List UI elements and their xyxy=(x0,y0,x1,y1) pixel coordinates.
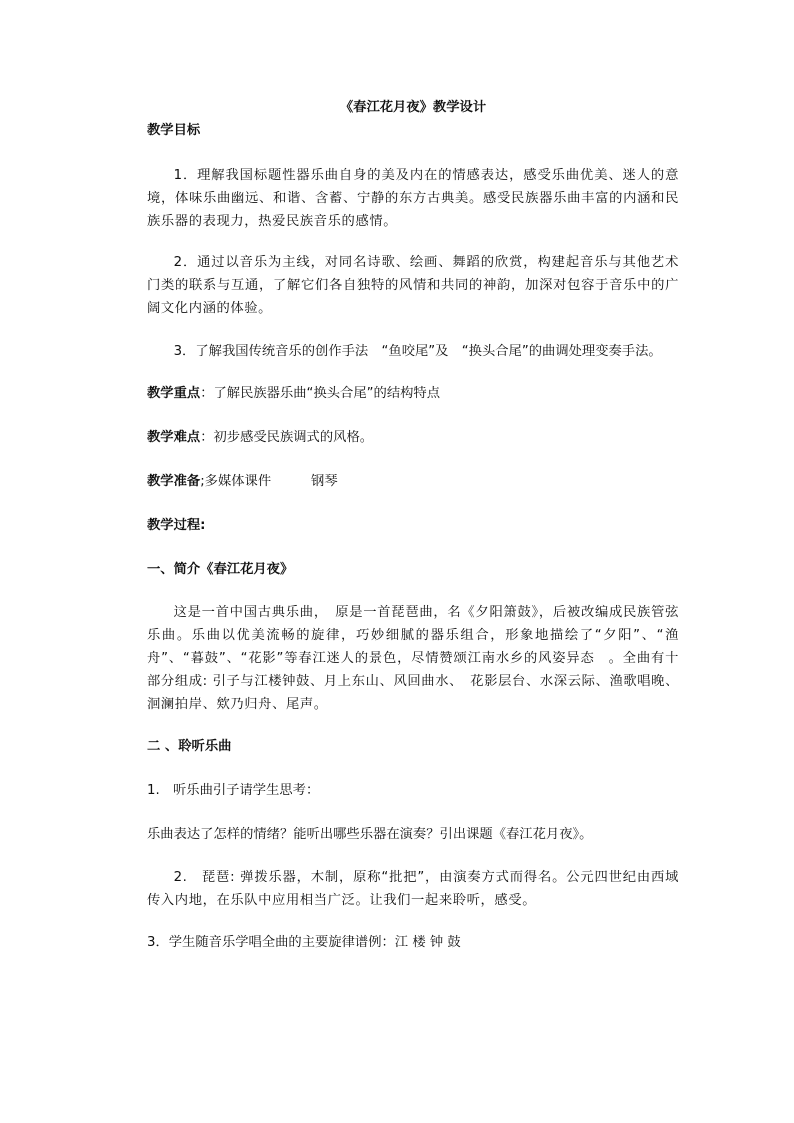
listening-item-1-question: 乐曲表达了怎样的情绪？能听出哪些乐器在演奏？引出课题《春江花月夜》。 xyxy=(147,827,593,842)
document-title: 《春江花月夜》教学设计 xyxy=(339,100,487,115)
objectives-heading: 教学目标 xyxy=(147,123,201,138)
teaching-preparation xyxy=(147,471,338,493)
key-point-label: 教学重点 xyxy=(147,386,201,401)
key-point xyxy=(147,383,440,405)
difficulty-text: ：初步感受民族调式的风格。 xyxy=(200,430,374,445)
section-1-body: 这是一首中国古典乐曲， 原是一首琵琶曲，名《夕阳箫鼓》，后被改编成民族管弦乐曲。乐曲以优美流畅的旋律，巧妙细腻的器乐组合，形象地描绘了“夕阳”、“渔舟”、“暮鼓”、“花影”等春江迷人的景色，尽情赞颂江南水乡的风姿异态 。全曲有十部分组成: 引子与江楼钟鼓、月上东山、风回曲水、 花影层台、水深云际、渔歌唱晚、洄澜拍岸、欸乃归舟、尾声。 xyxy=(147,605,679,712)
listening-item-3: 3．学生随音乐学唱全曲的主要旋律谱例：江 楼 钟 鼓 xyxy=(147,935,461,950)
process-heading: 教学过程: xyxy=(147,518,206,533)
preparation-label: 教学准备 xyxy=(147,474,201,489)
objective-3: 3．了解我国传统音乐的创作手法 “鱼咬尾”及 “换头合尾”的曲调处理变奏手法。 xyxy=(173,344,662,359)
objective-2: 2．通过以音乐为主线，对同名诗歌、绘画、舞蹈的欣赏，构建起音乐与其他艺术门类的联系与互通，了解它们各自独特的风情和共同的神韵，加深对包容于音乐中的广阔文化内涵的体验。 xyxy=(147,255,679,316)
section-1-heading: 一、简介《春江花月夜》 xyxy=(147,562,294,577)
listening-item-1: 1. 听乐曲引子请学生思考： xyxy=(147,783,320,798)
difficulty-label: 教学难点 xyxy=(147,430,201,445)
key-point-text: ：了解民族器乐曲“换头合尾”的结构特点 xyxy=(200,386,441,401)
difficulty-point xyxy=(147,427,373,449)
section-2-heading: 二 、聆听乐曲 xyxy=(147,739,232,754)
listening-item-2: 2. 琵琶: 弹拨乐器，木制，原称“批把”，由演奏方式而得名。公元四世纪由西域传入内地，在乐队中应用相当广泛。让我们一起来聆听，感受。 xyxy=(147,870,679,908)
preparation-text: ;多媒体课件 钢琴 xyxy=(200,474,338,489)
objective-1: 1．理解我国标题性器乐曲自身的美及内在的情感表达，感受乐曲优美、迷人的意境，体味乐曲幽远、和谐、含蓄、宁静的东方古典美。感受民族器乐曲丰富的内涵和民族乐器的表现力，热爱民族音乐的感情。 xyxy=(147,168,679,229)
